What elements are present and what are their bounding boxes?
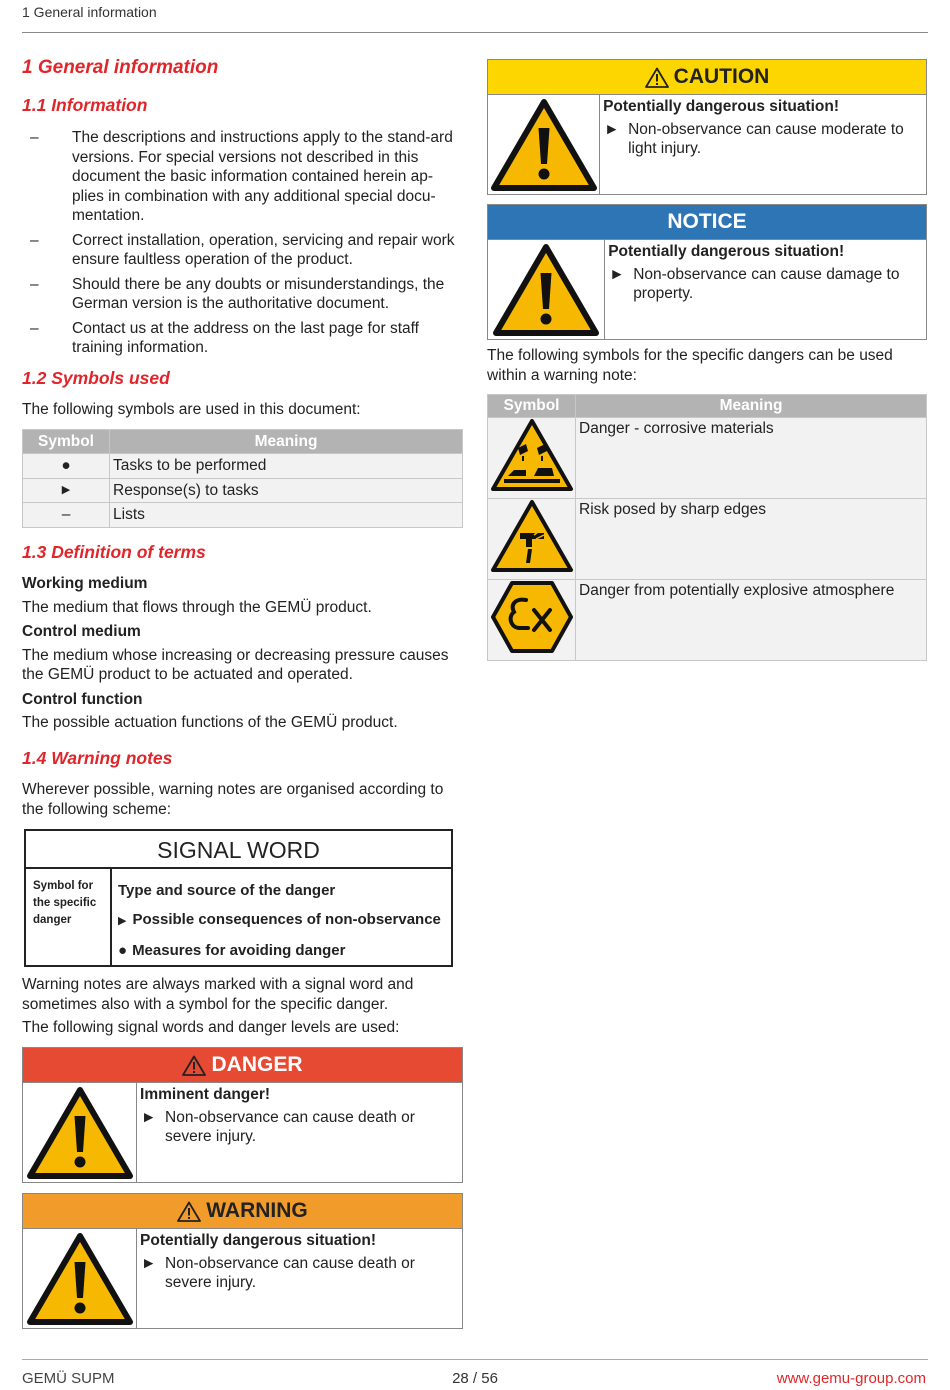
scheme-line-consequences: ▶ Possible consequences of non-observance <box>118 911 441 928</box>
danger-box <box>22 1047 463 1183</box>
specific-intro: The following symbols for the specific dangers can be used within a warning note: <box>487 347 893 384</box>
specific-dangers-table <box>487 394 927 661</box>
warning-sign-icon <box>26 1232 134 1326</box>
warning-bar <box>23 1194 462 1229</box>
warning-notes-title: 1.4 Warning notes <box>22 748 173 768</box>
meaning-cell: Response(s) to tasks <box>110 478 463 503</box>
warning-notes-text-1: Warning notes are always marked with a signal word and sometimes also with a symbol for the specific danger. <box>22 976 414 1013</box>
warning-text: Non-observance can cause death or severe injury. <box>165 1254 415 1291</box>
definition-working-medium: The medium that flows through the GEMÜ product. <box>22 598 372 616</box>
triangle-marker: ► <box>141 1254 157 1272</box>
col-meaning: Meaning <box>110 430 463 454</box>
header-rule <box>22 32 928 33</box>
triangle-marker: ► <box>141 1108 157 1126</box>
sharp-edges-icon <box>490 499 574 573</box>
triangle-marker: ► <box>604 120 620 138</box>
page-number: 28 / 56 <box>452 1370 498 1387</box>
notice-bar <box>488 205 926 240</box>
col-symbol: Symbol <box>488 395 576 418</box>
scheme-line-measures: ● Measures for avoiding danger <box>118 942 346 959</box>
warning-sign-icon <box>492 243 600 337</box>
danger-bar <box>23 1048 462 1083</box>
meaning-cell: Lists <box>110 503 463 528</box>
ex-atmosphere-icon <box>490 580 574 654</box>
website-link[interactable]: www.gemu-group.com <box>776 1370 926 1387</box>
notice-head: Potentially dangerous situation! <box>608 243 845 260</box>
footer-rule <box>22 1359 928 1360</box>
term-working-medium: Working medium <box>22 575 148 592</box>
list-item: – Contact us at the address on the last page for staff training information. <box>30 319 419 356</box>
section-title: 1 General information <box>22 57 219 78</box>
caution-head: Potentially dangerous situation! <box>603 98 840 115</box>
symbols-title: 1.2 Symbols used <box>22 368 170 388</box>
warning-triangle-icon <box>645 67 669 88</box>
bullet-symbol: ● <box>23 454 110 479</box>
footer-product: GEMÜ SUPM <box>22 1370 115 1387</box>
meaning-cell: Danger from potentially explosive atmosphere <box>576 580 927 661</box>
term-control-medium: Control medium <box>22 623 141 640</box>
danger-word: DANGER <box>211 1053 303 1077</box>
dash-marker: – <box>30 231 39 249</box>
col-meaning: Meaning <box>576 395 927 418</box>
triangle-marker: ▶ <box>118 915 127 927</box>
scheme-line-type: Type and source of the danger <box>118 882 336 899</box>
caution-text: Non-observance can cause moderate to light injury. <box>628 120 904 157</box>
warning-sign-icon <box>490 98 598 192</box>
information-list <box>22 128 463 363</box>
list-item: – Should there be any doubts or misunderstandings, the German version is the authoritative document. <box>30 275 445 312</box>
table-row <box>488 418 927 499</box>
symbol-label: Symbol for the specific danger <box>26 869 112 965</box>
caution-word: CAUTION <box>673 65 770 89</box>
meaning-cell: Danger - corrosive materials <box>576 418 927 499</box>
warning-box <box>22 1193 463 1329</box>
col-symbol: Symbol <box>23 430 110 454</box>
list-item: – The descriptions and instructions apply to the stand-ard versions. For special versions not described in this document the basic information contained herein ap-plies in combination with any additional special docu-mentation. <box>30 129 453 224</box>
warning-head: Potentially dangerous situation! <box>140 1232 377 1249</box>
danger-text: Non-observance can cause death or severe injury. <box>165 1108 415 1145</box>
warning-sign-icon <box>26 1086 134 1180</box>
table-row <box>488 580 927 661</box>
dash-marker: – <box>30 319 39 337</box>
triangle-symbol: ▶ <box>23 478 110 503</box>
dash-marker: – <box>30 275 39 293</box>
symbols-table <box>22 429 463 528</box>
information-title: 1.1 Information <box>22 95 148 115</box>
dash-marker: – <box>30 129 39 146</box>
warning-triangle-icon <box>177 1201 201 1222</box>
triangle-marker: ► <box>609 265 625 283</box>
bullet-marker: ● <box>118 942 128 959</box>
warning-scheme <box>24 829 453 967</box>
caution-box <box>487 59 927 195</box>
running-header: 1 General information <box>22 4 157 20</box>
warning-notes-intro: Wherever possible, warning notes are organised according to the following scheme: <box>22 781 444 818</box>
caution-bar <box>488 60 926 95</box>
definition-control-medium: The medium whose increasing or decreasing pressure causes the GEMÜ product to be actuated and operated. <box>22 646 449 683</box>
notice-text: Non-observance can cause damage to property. <box>633 265 900 302</box>
table-row <box>23 478 463 503</box>
table-row <box>23 503 463 528</box>
signal-word: SIGNAL WORD <box>26 831 451 869</box>
table-row <box>23 454 463 479</box>
notice-word: NOTICE <box>667 210 747 234</box>
corrosive-icon <box>490 418 574 492</box>
warning-triangle-icon <box>182 1055 206 1076</box>
list-item: – Correct installation, operation, servicing and repair work ensure faultless operation of the product. <box>30 231 455 268</box>
table-row <box>488 499 927 580</box>
term-control-function: Control function <box>22 690 143 708</box>
terms-list <box>22 574 463 733</box>
meaning-cell: Risk posed by sharp edges <box>576 499 927 580</box>
terms-title: 1.3 Definition of terms <box>22 542 206 562</box>
definition-control-function: The possible actuation functions of the GEMÜ product. <box>22 714 398 731</box>
symbols-intro: The following symbols are used in this document: <box>22 401 361 418</box>
warning-notes-text-2: The following signal words and danger levels are used: <box>22 1019 400 1036</box>
warning-word: WARNING <box>206 1199 308 1223</box>
dash-symbol: – <box>23 503 110 528</box>
danger-head: Imminent danger! <box>140 1086 271 1103</box>
notice-box <box>487 204 927 340</box>
meaning-cell: Tasks to be performed <box>110 454 463 479</box>
